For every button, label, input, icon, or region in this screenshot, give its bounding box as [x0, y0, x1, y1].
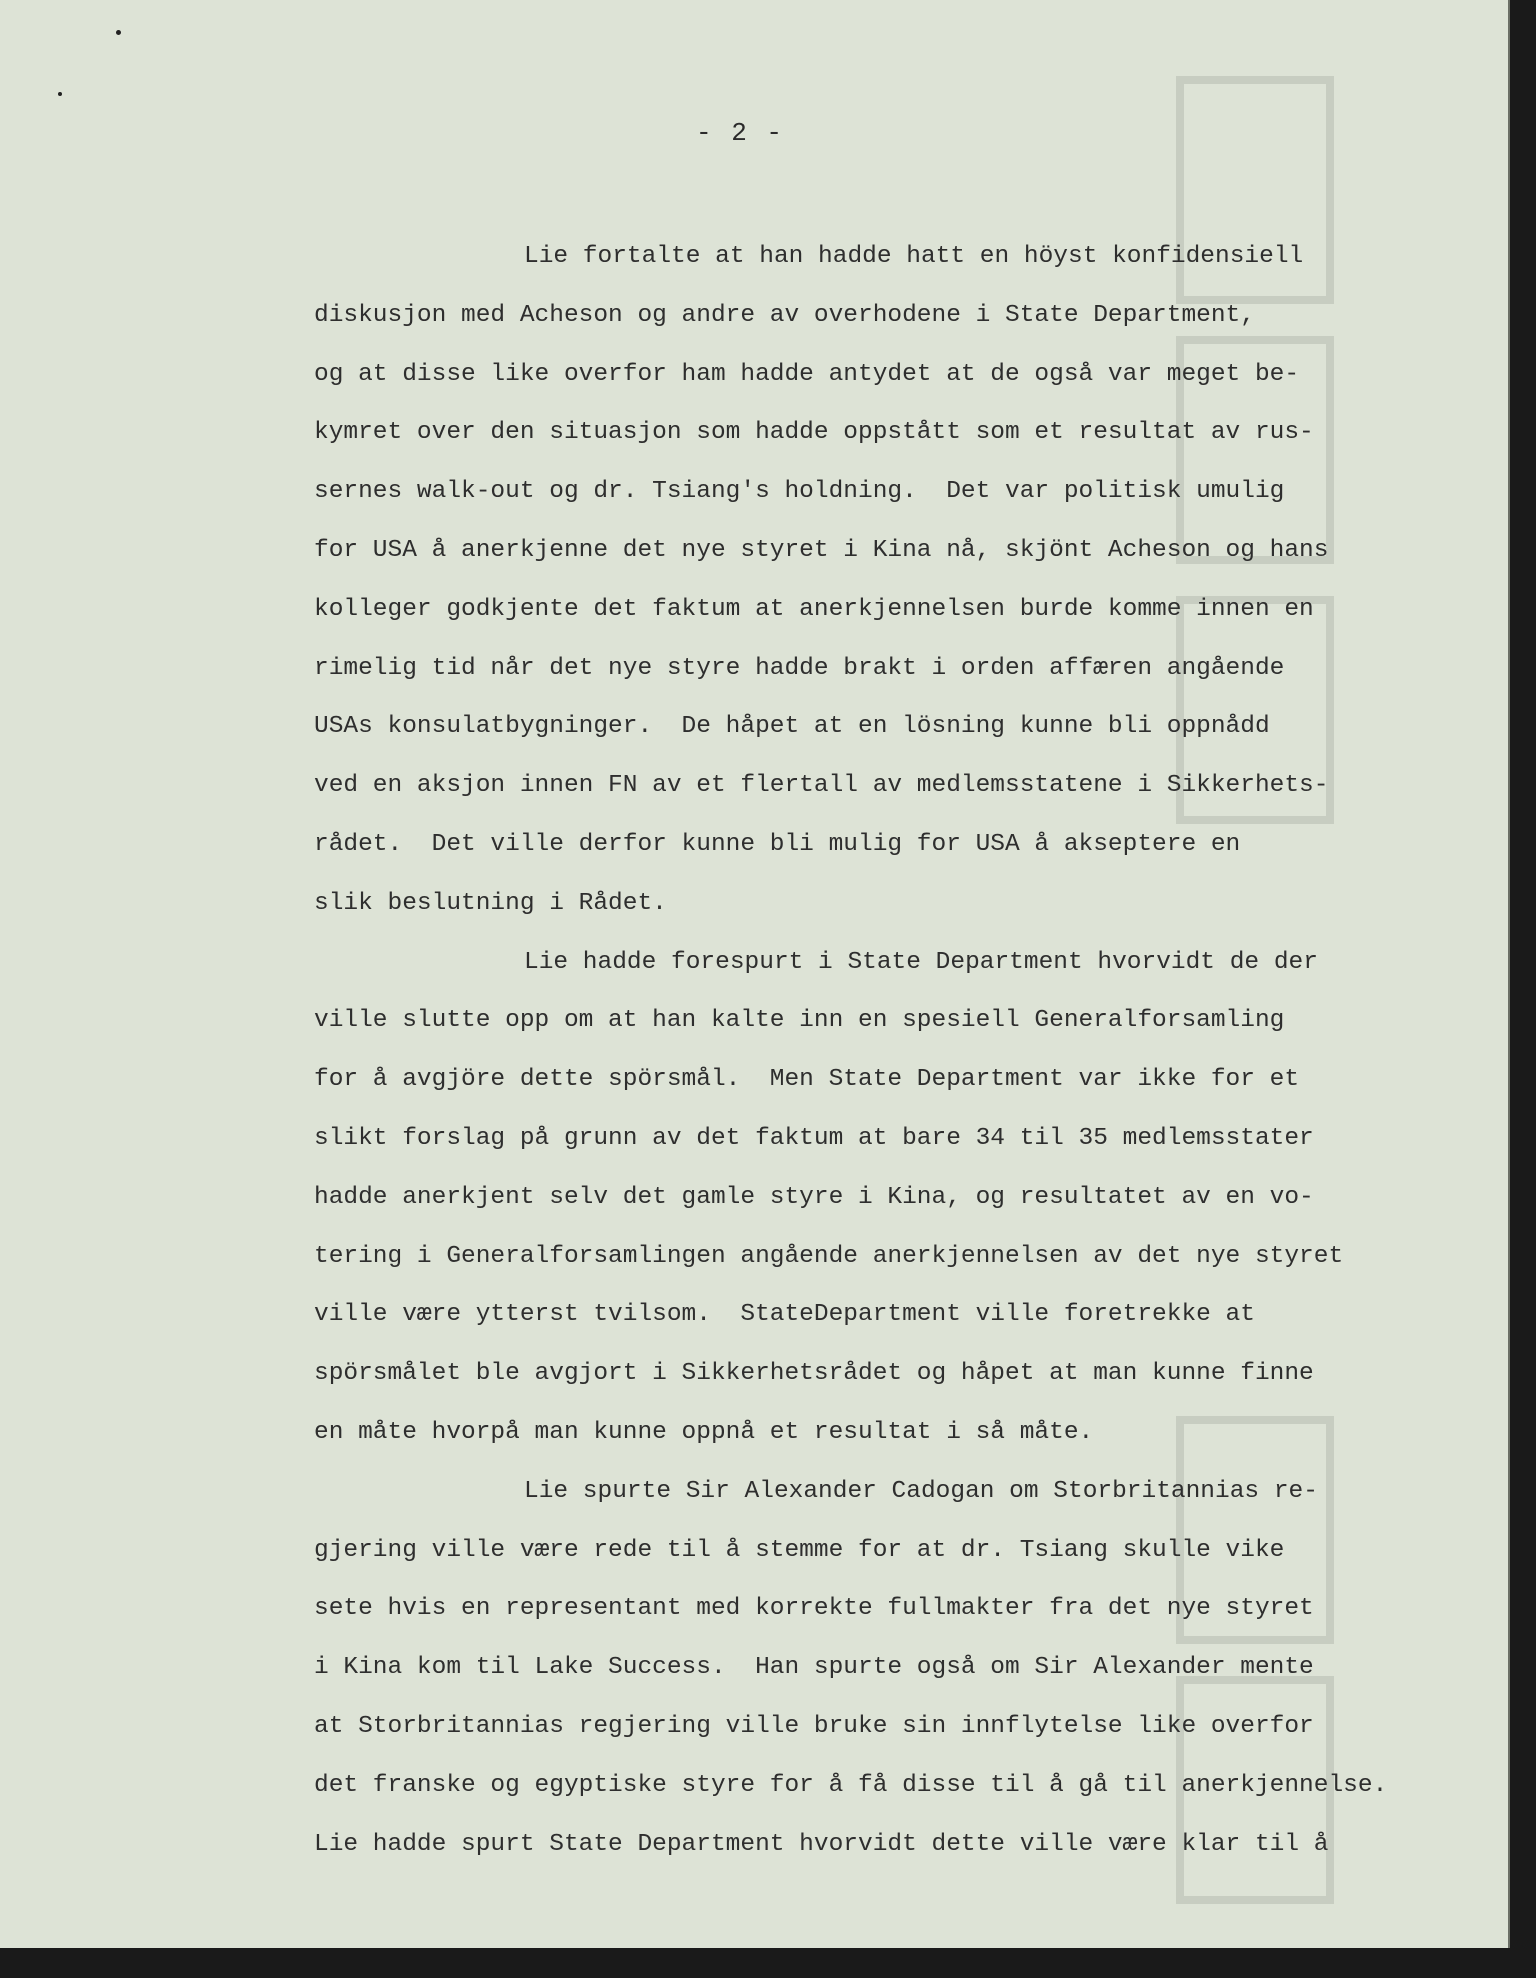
paragraph [314, 934, 1394, 1463]
text-line: det franske og egyptiske styre for å få disse til å gå til anerkjennelse. [314, 1771, 1388, 1799]
text-line: Lie spurte Sir Alexander Cadogan om Storbritannias re- [524, 1477, 1318, 1505]
text-line: Lie hadde spurt State Department hvorvidt dette ville være klar til å [314, 1830, 1329, 1858]
text-line: for å avgjöre dette spörsmål. Men State Department var ikke for et [314, 1066, 1300, 1094]
ink-speck [58, 92, 62, 96]
text-line: hadde anerkjent selv det gamle styre i Kina, og resultatet av en vo- [314, 1183, 1314, 1211]
scan-border-bottom [0, 1948, 1536, 1978]
paragraph [314, 1816, 1394, 1875]
text-line: og at disse like overfor ham hadde antydet at de også var meget be- [314, 360, 1300, 388]
text-line: ville slutte opp om at han kalte inn en spesiell Generalforsamling [314, 1007, 1285, 1035]
text-line: tering i Generalforsamlingen angående anerkjennelsen av det nye styret [314, 1242, 1344, 1270]
text-line: rådet. Det ville derfor kunne bli mulig for USA å akseptere en [314, 830, 1241, 858]
text-line: spörsmålet ble avgjort i Sikkerhetsrådet og håpet at man kunne finne [314, 1360, 1314, 1388]
text-line: ved en aksjon innen FN av et flertall av medlemsstatene i Sikkerhets- [314, 772, 1329, 800]
text-line: kymret over den situasjon som hadde oppstått som et resultat av rus- [314, 419, 1314, 447]
text-line: ville være ytterst tvilsom. StateDepartment ville foretrekke at [314, 1301, 1255, 1329]
paragraph [314, 1463, 1394, 1816]
text-line: slik beslutning i Rådet. [314, 889, 667, 917]
text-line: for USA å anerkjenne det nye styret i Kina nå, skjönt Acheson og hans [314, 536, 1329, 564]
text-line: at Storbritannias regjering ville bruke sin innflytelse like overfor [314, 1712, 1314, 1740]
page-number: - 2 - [695, 118, 784, 148]
text-line: USAs konsulatbygninger. De håpet at en lösning kunne bli oppnådd [314, 713, 1270, 741]
text-line: kolleger godkjente det faktum at anerkjennelsen burde komme innen en [314, 595, 1314, 623]
text-line: sernes walk-out og dr. Tsiang's holdning. Det var politisk umulig [314, 478, 1285, 506]
paragraph [314, 228, 1394, 934]
text-line: slikt forslag på grunn av det faktum at bare 34 til 35 medlemsstater [314, 1124, 1314, 1152]
text-line: rimelig tid når det nye styre hadde brakt i orden affæren angående [314, 654, 1285, 682]
document-body [314, 228, 1394, 1874]
text-line: sete hvis en representant med korrekte fullmakter fra det nye styret [314, 1595, 1314, 1623]
text-line: gjering ville være rede til å stemme for at dr. Tsiang skulle vike [314, 1536, 1285, 1564]
ink-speck [116, 30, 121, 35]
scan-border-right [1510, 0, 1536, 1978]
text-line: diskusjon med Acheson og andre av overhodene i State Department, [314, 301, 1255, 329]
text-line: Lie fortalte at han hadde hatt en höyst konfidensiell [524, 243, 1304, 270]
text-line: en måte hvorpå man kunne oppnå et resultat i så måte. [314, 1418, 1094, 1446]
text-line: Lie hadde forespurt i State Department hvorvidt de der [524, 948, 1318, 976]
text-line: i Kina kom til Lake Success. Han spurte også om Sir Alexander mente [314, 1654, 1314, 1682]
